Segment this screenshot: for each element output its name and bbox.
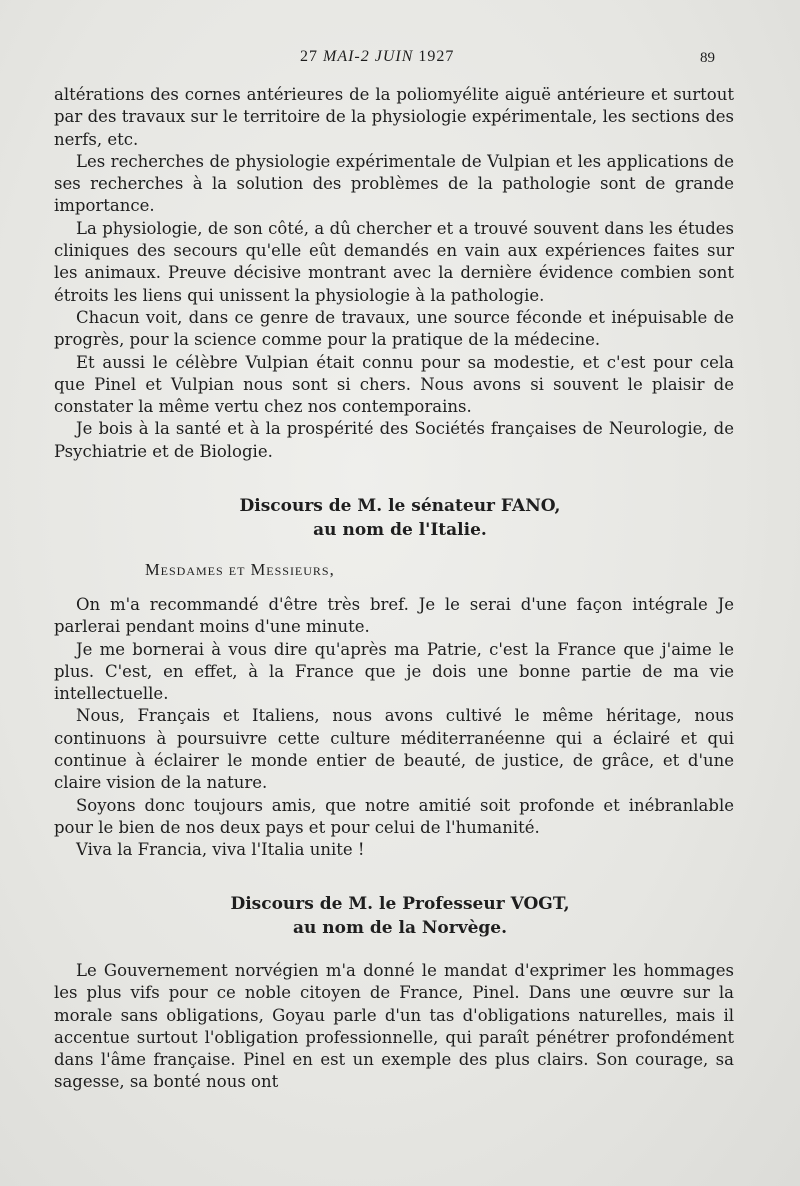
intro-text [54,84,734,463]
paragraph: Les recherches de physiologie expérimentale de Vulpian et les applications de ses recherches à la solution des problèmes de la pathologie sont de grande importance. [54,151,734,216]
paragraph: altérations des cornes antérieures de la poliomyélite aiguë antérieure et surtout par des travaux sur le territoire de la physiologie expérimentale, les sections des nerfs, etc. [54,85,734,149]
running-head-months: MAI-2 JUIN [323,48,414,65]
paragraph: Chacun voit, dans ce genre de travaux, une source féconde et inépuisable de progrès, pour la science comme pour la pratique de la médecine. [54,307,734,350]
paragraph: On m'a recommandé d'être très bref. Je le serai d'une façon intégrale Je parlerai pendant moins d'une minute. [54,595,734,637]
paragraph: La physiologie, de son côté, a dû chercher et a trouvé souvent dans les études cliniques des secours qu'elle eût demandés en vain aux expériences faites sur les animaux. Preuve décisive montrant avec la dernière évidence combien sont étroits les liens qui unissent la physiologie à la pathologie. [54,218,734,305]
section-heading-vogt [0,892,800,940]
fano-speech-text [54,594,734,862]
paragraph: Nous, Français et Italiens, nous avons cultivé le même héritage, nous continuons à poursuivre cette culture méditerranéenne qui a éclairé et qui continue à éclairer le monde entier de beauté, de justice, de grâce, et d'une claire vision de la nature. [54,706,734,793]
salutation: Mesdames et Messieurs, [145,560,335,579]
paragraph: Je me bornerai à vous dire qu'après ma Patrie, c'est la France que j'aime le plus. C'est, en effet, à la France que je dois une bonne partie de ma vie intellectuelle. [54,639,734,704]
paragraph: Le Gouvernement norvégien m'a donné le mandat d'exprimer les hommages les plus vifs pour ce noble citoyen de France, Pinel. Dans une œuvre sur la morale sans obligations, Goyau parle d'un tas d'obligations naturelles, mais il accentue surtout l'obligation professionnelle, qui paraît pénétrer profondément dans l'âme française. Pinel en est un exemple des plus clairs. Son courage, sa sagesse, sa bonté nous ont [54,961,734,1092]
page-header [0,48,800,72]
vogt-speech-text [54,960,734,1094]
running-head [300,48,454,66]
running-head-year: 1927 [413,48,455,65]
paragraph: Je bois à la santé et à la prospérité des Sociétés françaises de Neurologie, de Psychiatrie et de Biologie. [54,419,734,461]
section-heading-line: au nom de l'Italie. [313,520,487,540]
section-heading-fano [0,494,800,542]
paragraph: Et aussi le célèbre Vulpian était connu pour sa modestie, et c'est pour cela que Pinel et Vulpian nous sont si chers. Nous avons si souvent le plaisir de constater la même vertu chez nos contemporains. [54,352,734,417]
page-number: 89 [700,50,715,66]
section-heading-line: Discours de M. le Professeur VOGT, [230,894,570,914]
section-heading-line: au nom de la Norvège. [292,918,508,938]
paragraph: Viva la Francia, viva l'Italia unite ! [76,840,365,860]
section-heading-line: Discours de M. le sénateur FANO, [239,496,561,516]
paragraph: Soyons donc toujours amis, que notre amitié soit profonde et inébranlable pour le bien de nos deux pays et pour celui de l'humanité. [54,795,734,837]
running-head-day: 27 [300,48,323,65]
